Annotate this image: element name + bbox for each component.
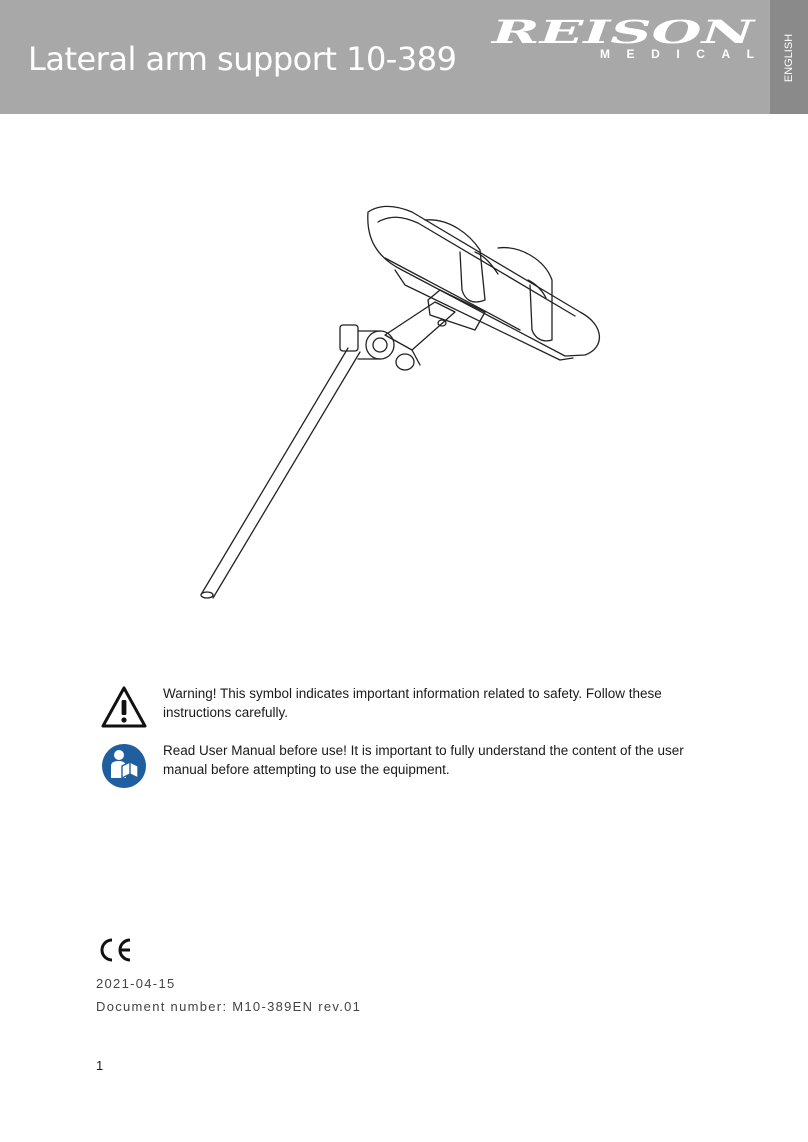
header-band — [0, 0, 770, 114]
page-title: Lateral arm support 10-389 — [28, 40, 457, 78]
document-date: 2021-04-15 — [96, 976, 176, 991]
svg-text:MEDICAL: MEDICAL — [600, 47, 754, 60]
read-manual-text: Read User Manual before use! It is important to fully understand the content of the user manual before attempting to use the equipment. — [163, 743, 684, 777]
read-manual-notice — [100, 741, 720, 785]
reison-medical-logo — [488, 16, 758, 60]
language-label: ENGLISH — [783, 33, 795, 83]
ce-mark-icon — [97, 937, 133, 963]
warning-triangle-icon — [100, 684, 148, 732]
warning-text: Warning! This symbol indicates important information related to safety. Follow these instructions carefully. — [163, 686, 662, 720]
svg-text:REISON: REISON — [490, 16, 758, 51]
lateral-arm-support-drawing — [180, 190, 620, 610]
read-manual-icon — [100, 742, 148, 790]
warning-notice — [100, 684, 720, 728]
language-tab — [770, 0, 808, 114]
document-number: Document number: M10-389EN rev.01 — [96, 999, 362, 1014]
page-number: 1 — [96, 1058, 104, 1073]
